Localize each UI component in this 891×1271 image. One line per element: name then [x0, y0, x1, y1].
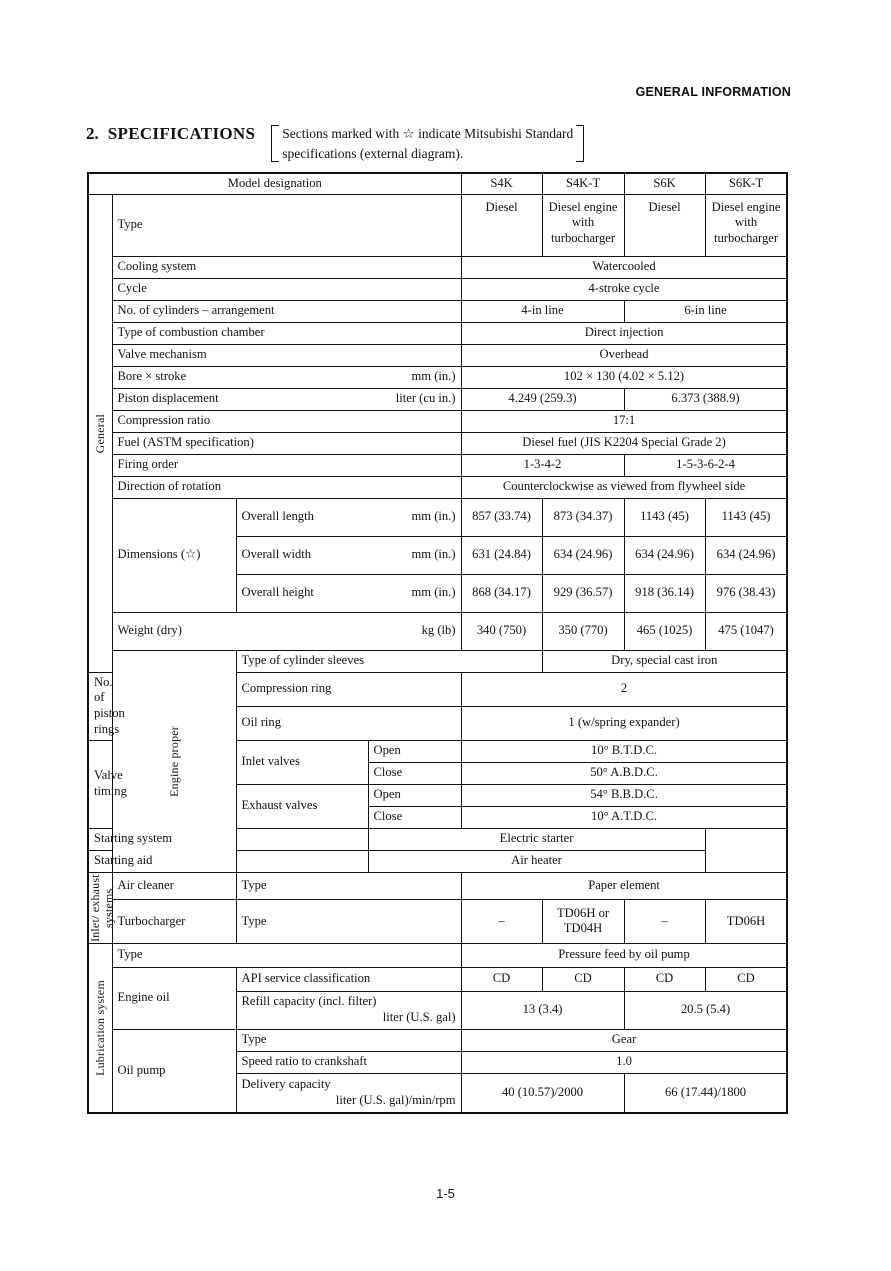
delivery-capacity-value-6: 66 (17.44)/1800: [624, 1073, 787, 1113]
refill-capacity-value-4: 13 (3.4): [461, 991, 624, 1029]
turbocharger-s4k: –: [461, 900, 542, 944]
section-label-lubrication-text: Lubrication system: [92, 979, 107, 1076]
row-label-exhaust-close: Close: [368, 806, 461, 828]
row-label-engine-oil: Engine oil: [112, 967, 236, 1029]
row-label-compression-ring: Compression ring: [236, 672, 461, 706]
starting-system-value: Electric starter: [368, 828, 705, 850]
section-heading: SPECIFICATIONS: [107, 124, 256, 143]
table-row-cooling-system: [88, 256, 787, 278]
table-row-combustion-chamber: [88, 322, 787, 344]
table-row-compression-ratio: [88, 410, 787, 432]
row-label-oil-ring: Oil ring: [236, 706, 461, 740]
section-number: 2.: [86, 124, 99, 143]
table-row-bore-stroke: [88, 366, 787, 388]
delivery-capacity-unit: liter (U.S. gal)/min/rpm: [335, 1092, 456, 1107]
row-label-weight: [112, 612, 461, 650]
row-label-oil-pump-type: Type: [236, 1029, 461, 1051]
lubrication-type-value: Pressure feed by oil pump: [461, 943, 787, 967]
page-number: 1-5: [436, 1186, 455, 1201]
row-label-piston-rings: No. of piston rings: [88, 672, 112, 740]
row-label-valve-timing: Valve timing: [88, 740, 112, 828]
overall-length-s6k: 1143 (45): [624, 498, 705, 536]
starting-aid-value: Air heater: [368, 850, 705, 872]
cylinders-value-6: 6-in line: [624, 300, 787, 322]
overall-height-s6k-t: 976 (38.43): [705, 574, 787, 612]
section-label-general-text: General: [92, 413, 107, 453]
table-row-firing-order: [88, 454, 787, 476]
bore-stroke-unit: mm (in.): [411, 369, 456, 384]
row-label-rotation: Direction of rotation: [112, 476, 461, 498]
overall-height-s4k-t: 929 (36.57): [542, 574, 624, 612]
refill-capacity-value-6: 20.5 (5.4): [624, 991, 787, 1029]
overall-width-s6k: 634 (24.96): [624, 536, 705, 574]
cycle-value: 4-stroke cycle: [461, 278, 787, 300]
row-label-dimensions: Dimensions (☆): [112, 498, 236, 612]
overall-length-label-text: Overall length: [241, 509, 314, 524]
compression-ratio-value: 17:1: [461, 410, 787, 432]
model-designation-label: Model designation: [88, 173, 461, 194]
overall-width-s4k: 631 (24.84): [461, 536, 542, 574]
table-row-valve-mechanism: [88, 344, 787, 366]
row-label-inlet-valves: Inlet valves: [236, 740, 368, 784]
weight-s6k-t: 475 (1047): [705, 612, 787, 650]
table-row-model-designation: [88, 173, 787, 194]
turbocharger-s4k-t: TD06H or TD04H: [542, 900, 624, 944]
firing-order-value-4: 1-3-4-2: [461, 454, 624, 476]
bore-stroke-label-text: Bore × stroke: [117, 369, 187, 384]
oil-pump-type-value: Gear: [461, 1029, 787, 1051]
row-label-firing-order: Firing order: [112, 454, 461, 476]
row-label-air-cleaner-type: Type: [236, 872, 461, 899]
row-label-cycle: Cycle: [112, 278, 461, 300]
row-label-bore-stroke: [112, 366, 461, 388]
row-label-speed-ratio: Speed ratio to crankshaft: [236, 1051, 461, 1073]
type-value-s6k-t: Diesel engine with turbocharger: [705, 194, 787, 256]
row-label-api-classification: API service classification: [236, 967, 461, 991]
row-label-valve-mechanism: Valve mechanism: [112, 344, 461, 366]
api-value-s6k-t: CD: [705, 967, 787, 991]
weight-s4k-t: 350 (770): [542, 612, 624, 650]
table-row-starting-aid: [88, 850, 787, 872]
row-label-refill-capacity: [236, 991, 461, 1029]
table-row-starting-system: [88, 828, 787, 850]
model-col-s4k: S4K: [461, 173, 542, 194]
row-label-fuel: Fuel (ASTM specification): [112, 432, 461, 454]
inlet-open-value: 10° B.T.D.C.: [461, 740, 787, 762]
compression-ring-value: 2: [461, 672, 787, 706]
piston-displacement-value-4: 4.249 (259.3): [461, 388, 624, 410]
firing-order-value-6: 1-5-3-6-2-4: [624, 454, 787, 476]
overall-width-s6k-t: 634 (24.96): [705, 536, 787, 574]
model-col-s6k-t: S6K-T: [705, 173, 787, 194]
weight-s4k: 340 (750): [461, 612, 542, 650]
row-label-combustion-chamber: Type of combustion chamber: [112, 322, 461, 344]
combustion-chamber-value: Direct injection: [461, 322, 787, 344]
table-row-cylinders: [88, 300, 787, 322]
weight-label-text: Weight (dry): [117, 623, 182, 638]
overall-height-s4k: 868 (34.17): [461, 574, 542, 612]
row-label-turbocharger-type: Type: [236, 900, 461, 944]
row-label-exhaust-valves: Exhaust valves: [236, 784, 368, 828]
row-label-overall-width: [236, 536, 461, 574]
overall-length-s6k-t: 1143 (45): [705, 498, 787, 536]
note-line-2: specifications (external diagram).: [282, 145, 464, 161]
row-label-compression-ratio: Compression ratio: [112, 410, 461, 432]
section-label-lubrication: [88, 943, 112, 1113]
bore-stroke-value: 102 × 130 (4.02 × 5.12): [461, 366, 787, 388]
section-title: [86, 124, 584, 163]
piston-displacement-unit: liter (cu in.): [395, 391, 456, 406]
section-label-engine-proper-text: Engine proper: [166, 725, 181, 797]
row-label-lubrication-type: Type: [112, 943, 461, 967]
overall-height-s6k: 918 (36.14): [624, 574, 705, 612]
row-label-cylinder-sleeves: Type of cylinder sleeves: [236, 650, 542, 672]
row-label-inlet-open: Open: [368, 740, 461, 762]
table-row-overall-length: [88, 498, 787, 536]
row-label-piston-displacement: [112, 388, 461, 410]
row-label-turbocharger: Turbocharger: [112, 900, 236, 944]
turbocharger-s6k: –: [624, 900, 705, 944]
table-row-cylinder-sleeves: [88, 650, 787, 672]
row-label-type: Type: [112, 194, 461, 256]
overall-length-unit: mm (in.): [411, 509, 456, 524]
cylinders-value-4: 4-in line: [461, 300, 624, 322]
weight-unit: kg (lb): [421, 623, 456, 638]
fuel-value: Diesel fuel (JIS K2204 Special Grade 2): [461, 432, 787, 454]
api-value-s6k: CD: [624, 967, 705, 991]
row-label-starting-system: Starting system: [88, 828, 368, 850]
refill-capacity-unit: liter (U.S. gal): [382, 1010, 456, 1025]
weight-s6k: 465 (1025): [624, 612, 705, 650]
section-label-inlet-exhaust: [88, 872, 116, 943]
table-row-api-classification: [88, 967, 787, 991]
delivery-capacity-value-4: 40 (10.57)/2000: [461, 1073, 624, 1113]
row-label-delivery-capacity: [236, 1073, 461, 1113]
valve-mechanism-value: Overhead: [461, 344, 787, 366]
row-label-cooling-system: Cooling system: [112, 256, 461, 278]
api-value-s4k: CD: [461, 967, 542, 991]
table-row-type: [88, 194, 787, 256]
row-label-oil-pump: Oil pump: [112, 1029, 236, 1113]
overall-length-s4k-t: 873 (34.37): [542, 498, 624, 536]
running-head: GENERAL INFORMATION: [635, 85, 791, 99]
type-value-s4k: Diesel: [461, 194, 542, 256]
row-label-cylinders: No. of cylinders – arrangement: [112, 300, 461, 322]
row-label-inlet-close: Close: [368, 762, 461, 784]
oil-ring-value: 1 (w/spring expander): [461, 706, 787, 740]
table-row-weight: [88, 612, 787, 650]
cooling-system-value: Watercooled: [461, 256, 787, 278]
model-col-s6k: S6K: [624, 173, 705, 194]
turbocharger-s6k-t: TD06H: [705, 900, 787, 944]
model-col-s4k-t: S4K-T: [542, 173, 624, 194]
overall-height-label-text: Overall height: [241, 585, 314, 600]
overall-height-unit: mm (in.): [411, 585, 456, 600]
rotation-value: Counterclockwise as viewed from flywheel side: [461, 476, 787, 498]
table-row-lubrication-type: [88, 943, 787, 967]
table-row-piston-displacement: [88, 388, 787, 410]
table-row-turbocharger: [88, 900, 787, 944]
piston-displacement-value-6: 6.373 (388.9): [624, 388, 787, 410]
note-line-1: Sections marked with ☆ indicate Mitsubishi Standard: [282, 126, 574, 141]
section-label-general: [88, 194, 112, 672]
row-label-exhaust-open: Open: [368, 784, 461, 806]
speed-ratio-value: 1.0: [461, 1051, 787, 1073]
exhaust-open-value: 54° B.B.D.C.: [461, 784, 787, 806]
overall-width-unit: mm (in.): [411, 547, 456, 562]
table-row-fuel: [88, 432, 787, 454]
specifications-table: [87, 172, 788, 1114]
table-row-air-cleaner: [88, 872, 787, 899]
type-value-s4k-t: Diesel engine with turbocharger: [542, 194, 624, 256]
row-label-overall-height: [236, 574, 461, 612]
row-label-overall-length: [236, 498, 461, 536]
table-row-oil-pump-type: [88, 1029, 787, 1051]
table-row-cycle: [88, 278, 787, 300]
cylinder-sleeves-value: Dry, special cast iron: [542, 650, 787, 672]
api-value-s4k-t: CD: [542, 967, 624, 991]
delivery-capacity-label-text: Delivery capacity: [241, 1077, 331, 1092]
row-label-starting-aid: Starting aid: [88, 850, 368, 872]
inlet-close-value: 50° A.B.D.C.: [461, 762, 787, 784]
refill-capacity-label-text: Refill capacity (incl. filter): [241, 994, 377, 1009]
standard-spec-note: [271, 124, 584, 163]
section-label-inlet-exhaust-text: Inlet/ exhaust systems: [88, 873, 116, 942]
air-cleaner-value: Paper element: [461, 872, 787, 899]
overall-length-s4k: 857 (33.74): [461, 498, 542, 536]
overall-width-label-text: Overall width: [241, 547, 312, 562]
piston-displacement-label-text: Piston displacement: [117, 391, 219, 406]
row-label-air-cleaner: Air cleaner: [112, 872, 236, 899]
type-value-s6k: Diesel: [624, 194, 705, 256]
exhaust-close-value: 10° A.T.D.C.: [461, 806, 787, 828]
table-row-rotation: [88, 476, 787, 498]
overall-width-s4k-t: 634 (24.96): [542, 536, 624, 574]
